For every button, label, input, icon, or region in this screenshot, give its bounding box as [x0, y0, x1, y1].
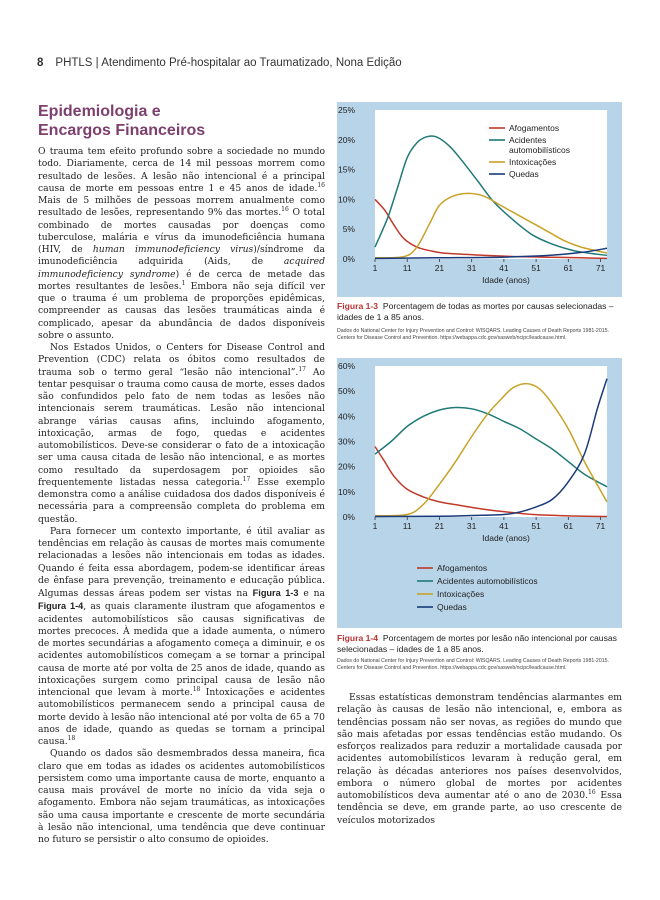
y-tick-label: 40%	[337, 411, 355, 422]
paragraph	[38, 146, 325, 342]
figure-1-4-caption-text: Porcentagem de mortes por lesão não intencional por causas selecionadas – idades de 1 a 85 anos.	[337, 633, 617, 654]
y-tick-label: 0%	[342, 254, 355, 264]
reference-superscript: 16	[317, 181, 325, 189]
figure-1-3-caption-text: Porcentagem de todas as mortes por causas selecionadas – idades de 1 a 85 anos.	[337, 301, 614, 322]
y-tick-label: 15%	[337, 164, 355, 175]
text-run: Essa tendência se deve, em grande parte, ao uso crescente de veículos motorizados	[337, 790, 622, 826]
reference-superscript: 18	[192, 685, 201, 693]
x-tick-label: 71	[595, 263, 606, 273]
figure-1-3-caption	[337, 301, 622, 323]
text-run: Nos Estados Unidos, o Centers for Disease Control and Prevention (CDC) relata os óbitos como resultados de trauma sob o termo geral “lesão não intencional”.	[38, 342, 325, 378]
y-tick-label: 0%	[342, 512, 355, 522]
text-run: ) é de cerca de metade das mortes resultantes de lesões.	[38, 268, 325, 292]
legend-label: Afogamentos	[437, 563, 488, 573]
x-tick-label: 51	[531, 521, 541, 531]
y-tick-label: 20%	[337, 461, 355, 472]
figure-reference: Figura 1-3	[252, 588, 299, 598]
x-tick-label: 61	[563, 263, 574, 273]
section-title-line-2: Encargos Financeiros	[38, 122, 206, 139]
plot-area	[375, 110, 607, 259]
figure-1-4-label: Figura 1-4	[337, 633, 379, 643]
x-tick-label: 1	[372, 521, 378, 531]
reference-superscript: 17	[298, 365, 306, 373]
x-tick-label: 11	[402, 263, 412, 273]
reference-superscript: 16	[588, 788, 596, 796]
text-run: O trauma tem efeito profundo sobre a sociedade no mundo todo. Diariamente, cerca de 14 mil pessoas morrem como resultado de lesões. A lesão não intencional é a principal causa de morte em pessoas entre 1 e 45 anos de idade.	[38, 146, 325, 194]
paragraph	[38, 526, 325, 749]
page-number: 8	[37, 57, 44, 69]
legend-label: Afogamentos	[509, 123, 560, 133]
legend-label: Intoxicações	[437, 589, 485, 599]
text-run: Essas estatísticas demonstram tendências alarmantes em relação às causas de lesão não intencional, e, embora as tendências possam não ser novas, as regiões do mundo que são mais afetadas por essas tendências estão mudando. Os esforços realizados para reduzir a mortalidade causada por acidentes automobilísticos levaram à redução geral, em relação às décadas anteriores nos países desenvolvidos, embora o número global de mortes por acidentes automobilísticos deva aumentar até o ano de 2030.	[337, 692, 622, 801]
text-run: Quando os dados são desmembrados dessa maneira, fica claro que em todas as idades os acidentes automobilísticos persistem como uma importante causa de morte, enquanto a causa mais provável de morte no início da vida seja o afogamento. Embora não sejam traumáticas, as intoxicações são uma causa importante e crescente de morte secundária à lesão não intencional, uma tendência que deve continuar no futuro se persistir o alto consumo de opioides.	[38, 748, 325, 845]
text-run: Intoxicações e acidentes automobilísticos permanecem sendo a principal causa de morte devido à lesão não intencional até por volta de 65 a 70 anos de idade, quando as quedas se tornam a principal causa.	[38, 687, 326, 747]
x-tick-label: 41	[499, 263, 509, 273]
text-run: )/síndrome da imunodeficiência adquirida (Aids, de	[38, 244, 326, 268]
y-tick-label: 30%	[337, 436, 355, 447]
text-run: Mais de 5 milhões de pessoas morrem anualmente como resultado de lesões, representando 9% das mortes.	[38, 195, 325, 219]
x-axis-label: Idade (anos)	[482, 275, 530, 285]
legend-label-line: automobilísticos	[509, 145, 570, 155]
text-run: Para fornecer um contexto importante, é útil avaliar as tendências em relação às causas de mortes mais comumente relacionadas a lesões não intencionais em todas as idades. Quando é feita essa abordagem, podem-se identificar áreas de ênfase para prevenção, treinamento e educação pública. Algumas dessas áreas podem ser vistas na	[38, 525, 325, 599]
legend-label: Quedas	[509, 169, 539, 179]
reference-superscript: 16	[281, 206, 289, 214]
x-tick-label: 31	[466, 263, 477, 273]
figure-1-4-chart	[337, 358, 622, 628]
text-run: , as quais claramente ilustram que afogamentos e acidentes automobilísticos são causas significativas de mortes precoces. À medida que a idade aumenta, o número de mortes secundárias a afogamento começa a diminuir, e os acidentes automobilísticos começam a se tornar a principal causa de morte até por volta de 25 anos de idade, quando as intoxicações surgem como principal causa de lesão não intencional que levam à morte.	[38, 601, 325, 698]
legend-label: Acidentes automobilísticos	[437, 576, 538, 586]
reference-superscript: 1	[181, 279, 186, 287]
text-run: Esse exemplo demonstra como a análise cuidadosa dos dados disponíveis é necessária para a compreensão completa do problema em questão.	[38, 476, 325, 525]
figure-1-3-chart-panel	[337, 102, 622, 297]
figure-1-3-chart	[337, 102, 622, 297]
figure-1-4-source: Dados do National Center for Injury Prevention and Control: WISQARS. Leading Causes of Death Reports 1981-2015. Centers for Disease Control and Prevention. https://webappa.cdc.gov/sasweb/ncipc/leadcause.html.	[337, 658, 609, 671]
running-title: PHTLS | Atendimento Pré-hospitalar ao Traumatizado, Nona Edição	[55, 57, 402, 69]
text-run: Ao tentar pesquisar o trauma como causa de morte, esses dados são confundidos pelo fato de nem todas as lesões não intencionais serem traumáticas. Lesão não intencional abrange várias causas afins, incluindo afogamento, intoxicação, armas de fogo, quedas e acidentes automobilísticos. Deve-se considerar o fato de a intoxicação ser uma causa citada de lesão não intencional, e as mortes como resultado da superdosagem por opioides são frequentemente listadas nessa categoria.	[38, 366, 325, 488]
legend-label-line: Acidentes	[509, 135, 547, 145]
reference-superscript: 17	[242, 475, 251, 483]
y-tick-label: 10%	[337, 486, 355, 497]
figure-1-4-chart-panel	[337, 358, 622, 628]
x-tick-label: 31	[466, 521, 477, 531]
figure-1-4-caption	[337, 633, 622, 655]
running-header	[37, 57, 627, 75]
y-tick-label: 20%	[337, 134, 355, 145]
y-tick-label: 10%	[337, 194, 355, 205]
figure-reference: Figura 1-4	[38, 601, 84, 612]
text-run: Embora não seja difícil ver que o trauma é um problema de proporções epidêmicas, compreender as causas das lesões traumáticas ainda é complicado, apesar da abundância de dados disponíveis sobre o assunto.	[38, 280, 325, 341]
text-run: acquired immunodeficiency syndrome	[38, 256, 325, 280]
x-tick-label: 1	[372, 263, 378, 273]
figure-1-3-source: Dados do National Center for Injury Prevention and Control: WISQARS. Leading Causes of Death Reports 1981-2015. Centers for Disease Control and Prevention. https://webappa.cdc.gov/sasweb/ncipc/leadcause.html.	[337, 328, 609, 341]
plot-area	[375, 366, 607, 517]
text-run: human immunodeficiency virus	[92, 244, 254, 255]
y-tick-label: 50%	[337, 386, 355, 397]
figure-1-3-label: Figura 1-3	[337, 301, 379, 311]
legend-label: Intoxicações	[509, 157, 557, 167]
left-column	[38, 102, 325, 846]
paragraph	[38, 342, 325, 526]
x-tick-label: 21	[434, 521, 445, 531]
x-tick-label: 61	[563, 521, 574, 531]
x-tick-label: 21	[434, 263, 445, 273]
x-axis-label: Idade (anos)	[482, 533, 530, 543]
paragraph	[38, 748, 325, 846]
y-tick-label: 60%	[337, 361, 355, 371]
text-run: O total combinado de mortes causadas por doenças como tuberculose, malária e vírus da imunodeficiência humana (HIV, de	[38, 207, 325, 255]
x-tick-label: 71	[595, 521, 606, 531]
legend-label: Quedas	[437, 602, 467, 612]
text-run: e na	[298, 588, 325, 599]
x-tick-label: 11	[402, 521, 412, 531]
reference-superscript: 18	[67, 734, 76, 742]
x-tick-label: 41	[499, 521, 509, 531]
right-column	[337, 692, 622, 827]
y-tick-label: 5%	[342, 224, 355, 235]
paragraph	[337, 692, 622, 827]
section-title	[38, 102, 325, 140]
y-tick-label: 25%	[337, 105, 355, 115]
x-tick-label: 51	[531, 263, 541, 273]
section-title-line-1: Epidemiologia e	[38, 103, 161, 120]
